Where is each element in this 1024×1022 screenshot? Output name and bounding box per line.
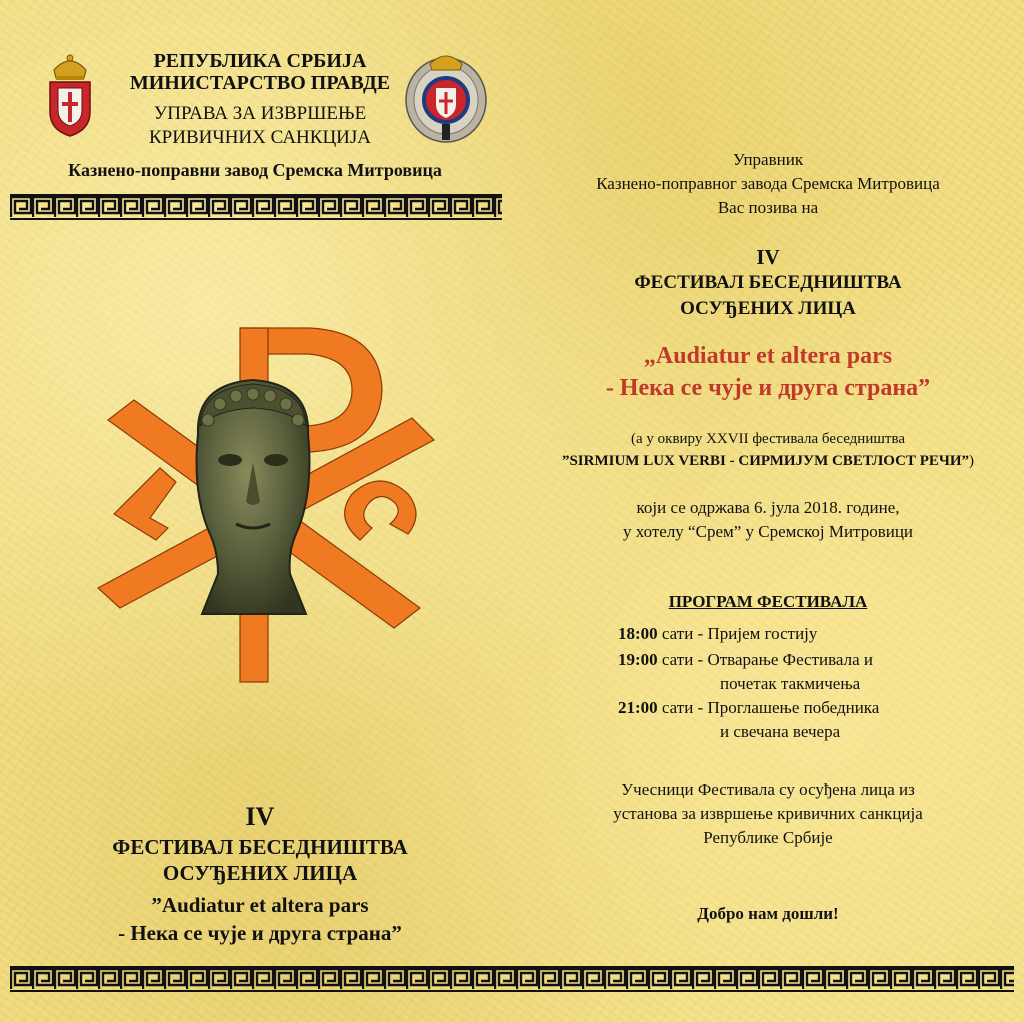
program-heading: ПРОГРАМ ФЕСТИВАЛА <box>668 592 868 611</box>
left-title-block <box>60 800 460 946</box>
program-item-1-time: 18:00 <box>618 624 658 643</box>
header-administration: УПРАВА ЗА ИЗВРШЕЊЕ <box>153 103 367 124</box>
invitation-framework <box>520 428 1016 472</box>
invitation-motto-line1: „Audiatur et altera pars <box>643 343 893 369</box>
greek-key-border-top <box>10 194 502 220</box>
greek-key-border-bottom <box>10 966 1014 992</box>
program-item-2-unit: сати - <box>657 650 708 669</box>
invitation-date-venue <box>520 496 1016 544</box>
program-item-2-continuation: почетак такмичења <box>720 674 861 693</box>
invitation-motto <box>520 340 1016 404</box>
invitation-title-line1: ФЕСТИВАЛ БЕСЕДНИШТВА <box>634 272 902 293</box>
institution-name: Казнено-поправни завод Сремска Митровица <box>68 160 442 180</box>
chi-rho-illustration <box>90 318 440 688</box>
program-item-2 <box>618 650 873 670</box>
invitation-framework-line2 <box>520 450 1016 472</box>
left-motto-line1: ”Audiatur et altera pars <box>151 893 369 917</box>
left-title-line2: ОСУЂЕНИХ ЛИЦА <box>162 861 358 885</box>
header-text-block <box>110 50 410 94</box>
participants-line1: Учесници Фестивала су осуђена лица из <box>621 780 915 799</box>
left-motto-line2: - Нека се чује и друга страна” <box>118 921 402 945</box>
program-item-3 <box>618 698 879 718</box>
invitation-date: који се одржава 6. јула 2018. године, <box>636 498 900 517</box>
bronze-head-of-constantine-icon <box>178 374 328 622</box>
left-title-line1: ФЕСТИВАЛ БЕСЕДНИШТВА <box>112 835 408 859</box>
program-item-2-time: 19:00 <box>618 650 658 669</box>
left-numeral: IV <box>245 802 275 831</box>
invitation-invites: Вас позива на <box>717 198 819 217</box>
invitation-institution: Казнено-поправног завода Сремска Митровица <box>596 174 940 193</box>
invitation-numeral: IV <box>756 245 780 269</box>
program-item-3-time: 21:00 <box>618 698 658 717</box>
program-item-3-text: Проглашење победника <box>707 698 880 717</box>
invitation-title-line2: ОСУЂЕНИХ ЛИЦА <box>680 298 856 319</box>
invitation-framework-close: ) <box>969 453 975 469</box>
invitation-framework-event: ”SIRMIUM LUX VERBI - СИРМИЈУМ СВЕТЛОСТ РЕЧИ” <box>561 453 970 469</box>
program-item-3-unit: сати - <box>657 698 708 717</box>
header-ministry: МИНИСТАРСТВО ПРАВДЕ <box>129 72 391 94</box>
header-republic: РЕПУБЛИКА СРБИЈА <box>153 50 367 72</box>
serbian-coat-of-arms-icon <box>40 50 100 138</box>
participants-note <box>520 778 1016 850</box>
header-subtext-block <box>110 102 410 150</box>
invitation-director: Управник <box>732 150 804 169</box>
invitation-intro <box>520 148 1016 220</box>
participants-line2: установа за извршење кривичних санкција <box>613 804 923 823</box>
program-item-3-continuation: и свечана вечера <box>720 722 841 741</box>
program-item-1-text: Пријем гостију <box>707 624 818 643</box>
header-sanctions: КРИВИЧНИХ САНКЦИЈА <box>148 127 372 148</box>
program-item-1 <box>618 624 817 644</box>
participants-line3: Републике Србије <box>703 828 833 847</box>
prison-administration-emblem-icon <box>402 48 490 146</box>
invitation-framework-line1: (а у оквиру XXVII фестивала беседништва <box>631 431 905 447</box>
invitation-festival-title <box>520 244 1016 322</box>
program-item-2-text: Отварање Фестивала и <box>707 650 874 669</box>
welcome-message: Добро нам дошли! <box>697 904 839 923</box>
program-item-1-unit: сати - <box>657 624 708 643</box>
invitation-motto-line2: - Нека се чује и друга страна” <box>605 375 931 401</box>
invitation-venue: у хотелу “Срем” у Сремској Митровици <box>622 522 914 541</box>
